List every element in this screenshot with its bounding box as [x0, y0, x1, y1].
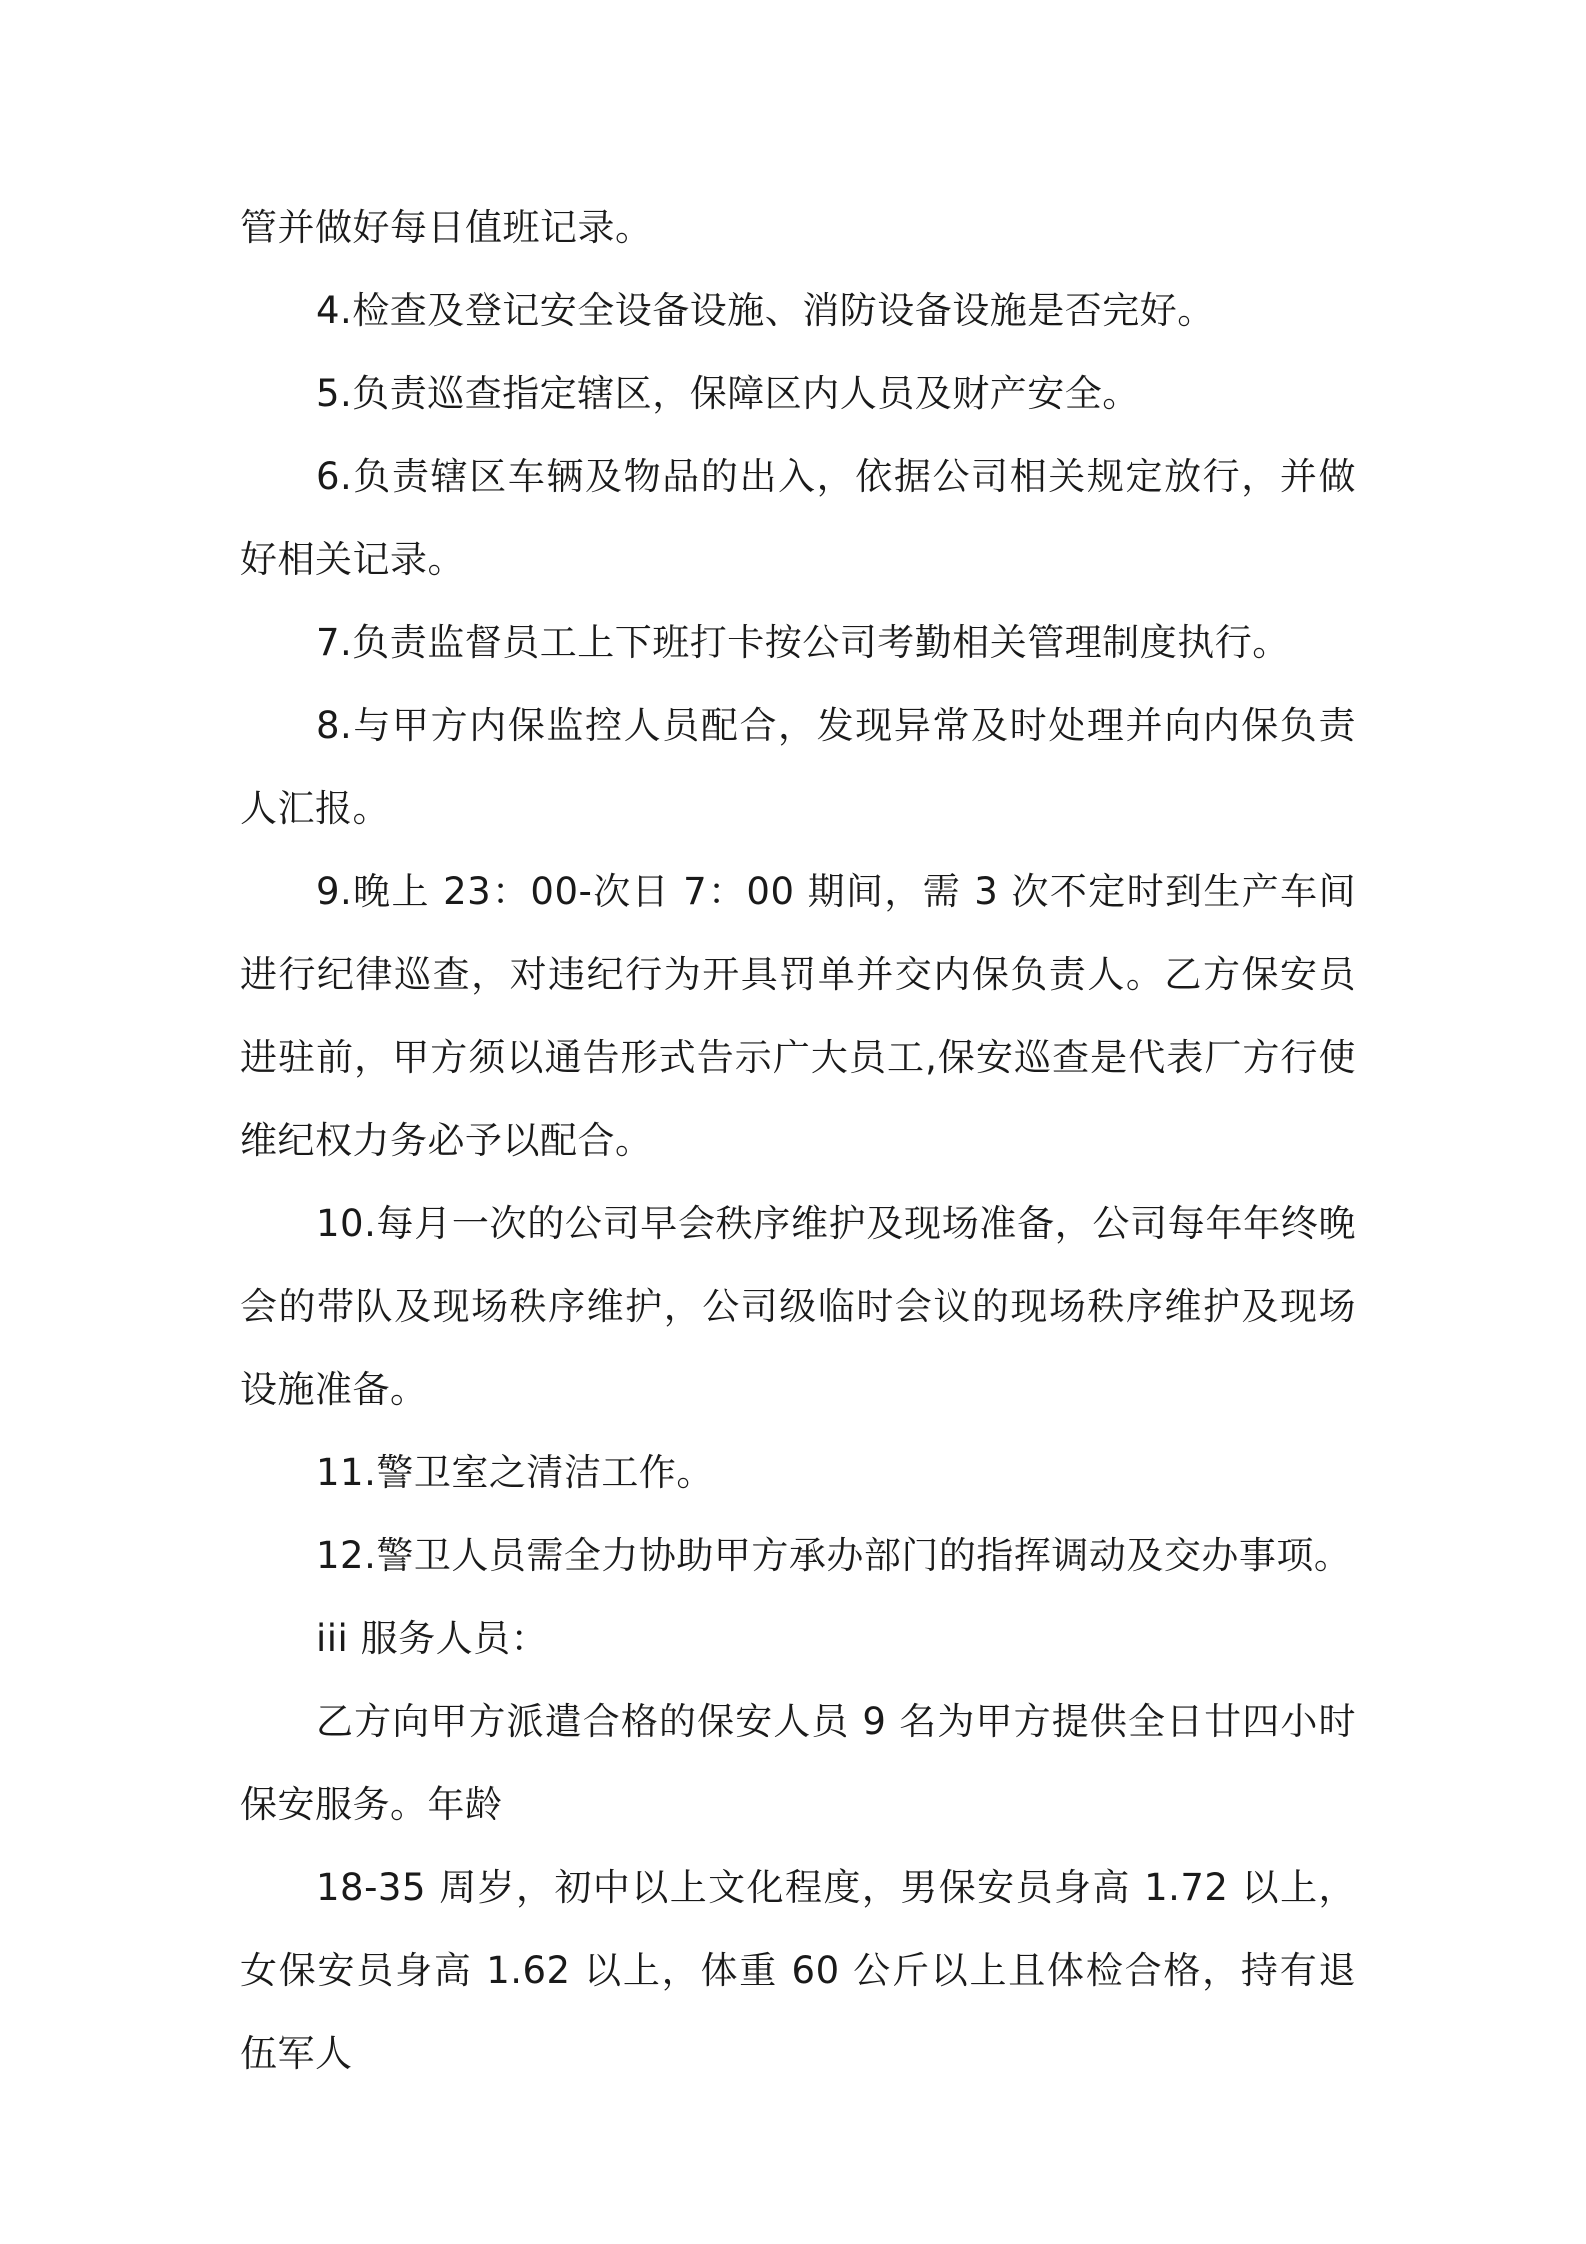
paragraph-1: 管并做好每日值班记录。: [240, 206, 653, 249]
paragraph-13: 18-35 周岁，初中以上文化程度，男保安员身高 1.72 以上，女保安员身高 1.62 以上，体重 60 公斤以上且体检合格，持有退伍军人: [240, 1866, 1356, 2075]
paragraph-10: 12.警卫人员需全力协助甲方承办部门的指挥调动及交办事项。: [316, 1534, 1352, 1577]
paragraph-11: iii 服务人员：: [316, 1617, 549, 1660]
paragraph-8: 10.每月一次的公司早会秩序维护及现场准备，公司每年年终晚会的带队及现场秩序维护，公司级临时会议的现场秩序维护及现场设施准备。: [240, 1202, 1356, 1411]
paragraph-9: 11.警卫室之清洁工作。: [316, 1451, 714, 1494]
paragraph-12: 乙方向甲方派遣合格的保安人员 9 名为甲方提供全日廿四小时保安服务。年龄: [240, 1700, 1356, 1826]
paragraph-3: 5.负责巡查指定辖区，保障区内人员及财产安全。: [316, 372, 1140, 415]
paragraph-7: 9.晚上 23：00-次日 7：00 期间，需 3 次不定时到生产车间进行纪律巡查，对违纪行为开具罚单并交内保负责人。乙方保安员进驻前，甲方须以通告形式告示广大员工,保安巡查是代表厂方行使维纪权力务必予以配合。: [240, 870, 1356, 1162]
paragraph-2: 4.检查及登记安全设备设施、消防设备设施是否完好。: [316, 289, 1215, 332]
document-body: [240, 186, 1356, 2095]
paragraph-5: 7.负责监督员工上下班打卡按公司考勤相关管理制度执行。: [316, 621, 1290, 664]
paragraph-4: 6.负责辖区车辆及物品的出入，依据公司相关规定放行，并做好相关记录。: [240, 455, 1356, 581]
paragraph-6: 8.与甲方内保监控人员配合，发现异常及时处理并向内保负责人汇报。: [240, 704, 1356, 830]
